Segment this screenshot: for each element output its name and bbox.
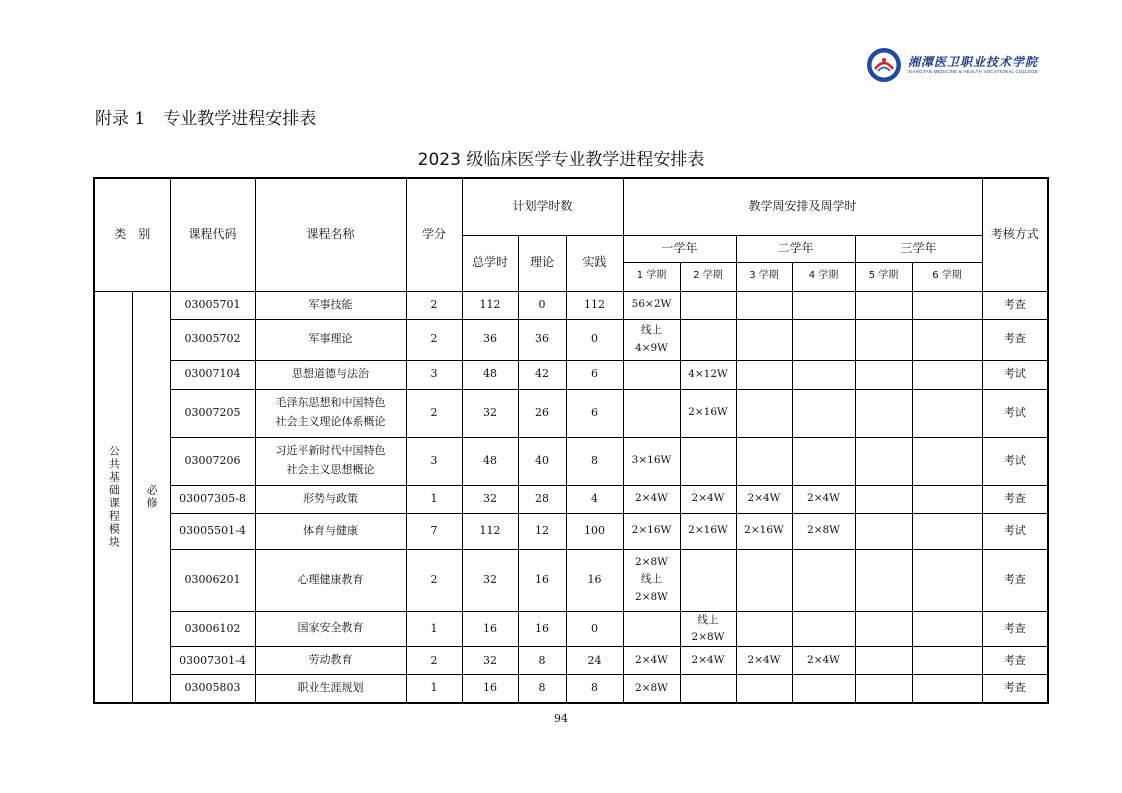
term-1-cell: 2×8W 线上 2×8W	[623, 549, 680, 611]
term-5-cell	[855, 360, 912, 389]
term-2-cell: 2×4W	[680, 485, 736, 513]
header-term-5: 5 学期	[855, 262, 912, 291]
term-4-cell	[792, 291, 855, 319]
term-6-cell	[912, 319, 982, 360]
term-1-cell: 56×2W	[623, 291, 680, 319]
course-name-cell: 职业生涯规划	[255, 675, 406, 703]
term-6-cell	[912, 437, 982, 485]
header-term-4: 4 学期	[792, 262, 855, 291]
total-hours-cell: 36	[462, 319, 518, 360]
term-5-cell	[855, 389, 912, 437]
term-3-cell: 2×16W	[736, 513, 792, 549]
credit-cell: 2	[406, 389, 462, 437]
theory-hours-cell: 28	[518, 485, 566, 513]
course-code-cell: 03006102	[170, 611, 255, 647]
course-name-cell: 劳动教育	[255, 647, 406, 675]
credit-cell: 3	[406, 437, 462, 485]
course-code-cell: 03005501-4	[170, 513, 255, 549]
header-term-2: 2 学期	[680, 262, 736, 291]
theory-hours-cell: 12	[518, 513, 566, 549]
term-1-cell: 2×4W	[623, 485, 680, 513]
schedule-table	[93, 177, 1049, 704]
term-5-cell	[855, 549, 912, 611]
course-code-cell: 03007301-4	[170, 647, 255, 675]
term-3-cell	[736, 549, 792, 611]
credit-cell: 2	[406, 549, 462, 611]
table-row	[94, 549, 1048, 611]
practice-hours-cell: 6	[566, 389, 623, 437]
practice-hours-cell: 0	[566, 319, 623, 360]
table-row	[94, 389, 1048, 437]
header-practice: 实践	[566, 235, 623, 291]
practice-hours-cell: 16	[566, 549, 623, 611]
table-row	[94, 360, 1048, 389]
header-assessment: 考核方式	[982, 178, 1048, 291]
term-6-cell	[912, 647, 982, 675]
practice-hours-cell: 24	[566, 647, 623, 675]
required-cell: 必修	[132, 291, 170, 703]
term-6-cell	[912, 513, 982, 549]
credit-cell: 2	[406, 647, 462, 675]
theory-hours-cell: 26	[518, 389, 566, 437]
term-1-cell: 2×4W	[623, 647, 680, 675]
header-term-1: 1 学期	[623, 262, 680, 291]
table-row	[94, 611, 1048, 647]
total-hours-cell: 16	[462, 675, 518, 703]
table-row	[94, 513, 1048, 549]
course-code-cell: 03005803	[170, 675, 255, 703]
course-code-cell: 03007206	[170, 437, 255, 485]
term-5-cell	[855, 611, 912, 647]
page-number: 94	[554, 712, 568, 725]
header-category: 类 别	[94, 178, 170, 291]
assessment-cell: 考查	[982, 647, 1048, 675]
term-6-cell	[912, 360, 982, 389]
credit-cell: 1	[406, 611, 462, 647]
assessment-cell: 考试	[982, 437, 1048, 485]
practice-hours-cell: 8	[566, 675, 623, 703]
header-year-3: 三学年	[855, 235, 982, 262]
assessment-cell: 考查	[982, 485, 1048, 513]
total-hours-cell: 48	[462, 360, 518, 389]
header-term-6: 6 学期	[912, 262, 982, 291]
course-name-cell: 体育与健康	[255, 513, 406, 549]
appendix-heading	[95, 104, 316, 129]
term-3-cell	[736, 360, 792, 389]
course-code-cell: 03007104	[170, 360, 255, 389]
term-1-cell	[623, 360, 680, 389]
college-name-cn: 湘潭医卫职业技术学院	[908, 54, 1039, 69]
term-5-cell	[855, 291, 912, 319]
term-4-cell	[792, 437, 855, 485]
term-1-cell: 3×16W	[623, 437, 680, 485]
header-weekly-schedule: 教学周安排及周学时	[623, 178, 982, 235]
theory-hours-cell: 8	[518, 647, 566, 675]
course-name-cell: 心理健康教育	[255, 549, 406, 611]
practice-hours-cell: 8	[566, 437, 623, 485]
total-hours-cell: 112	[462, 513, 518, 549]
total-hours-cell: 48	[462, 437, 518, 485]
term-6-cell	[912, 675, 982, 703]
term-1-cell	[623, 611, 680, 647]
term-4-cell	[792, 675, 855, 703]
table-row	[94, 437, 1048, 485]
college-emblem-icon	[866, 47, 902, 83]
total-hours-cell: 16	[462, 611, 518, 647]
total-hours-cell: 32	[462, 389, 518, 437]
term-3-cell	[736, 437, 792, 485]
document-title: 2023 级临床医学专业教学进程安排表	[417, 150, 705, 170]
header-course-name: 课程名称	[255, 178, 406, 291]
header-theory: 理论	[518, 235, 566, 291]
term-4-cell: 2×4W	[792, 485, 855, 513]
term-6-cell	[912, 549, 982, 611]
assessment-cell: 考查	[982, 675, 1048, 703]
assessment-cell: 考查	[982, 611, 1048, 647]
assessment-cell: 考查	[982, 549, 1048, 611]
appendix-label: 附录 1	[95, 109, 146, 129]
course-code-cell: 03007205	[170, 389, 255, 437]
term-3-cell: 2×4W	[736, 485, 792, 513]
college-name-en: XIANGTAN MEDICINE & HEALTH VOCATIONAL COLLEGE	[908, 68, 1039, 74]
term-1-cell: 线上 4×9W	[623, 319, 680, 360]
term-6-cell	[912, 485, 982, 513]
credit-cell: 3	[406, 360, 462, 389]
term-5-cell	[855, 513, 912, 549]
term-2-cell	[680, 291, 736, 319]
term-4-cell: 2×4W	[792, 647, 855, 675]
credit-cell: 1	[406, 485, 462, 513]
term-5-cell	[855, 647, 912, 675]
header-total-hours: 总学时	[462, 235, 518, 291]
term-1-cell	[623, 389, 680, 437]
total-hours-cell: 112	[462, 291, 518, 319]
term-6-cell	[912, 389, 982, 437]
term-6-cell	[912, 611, 982, 647]
assessment-cell: 考试	[982, 389, 1048, 437]
term-1-cell: 2×16W	[623, 513, 680, 549]
term-4-cell	[792, 389, 855, 437]
term-3-cell	[736, 389, 792, 437]
practice-hours-cell: 6	[566, 360, 623, 389]
term-1-cell: 2×8W	[623, 675, 680, 703]
theory-hours-cell: 8	[518, 675, 566, 703]
module-cell: 公共基础课程模块	[94, 291, 132, 703]
practice-hours-cell: 100	[566, 513, 623, 549]
table-row	[94, 291, 1048, 319]
table-row	[94, 485, 1048, 513]
theory-hours-cell: 16	[518, 611, 566, 647]
course-name-cell: 习近平新时代中国特色 社会主义思想概论	[255, 437, 406, 485]
term-2-cell: 2×16W	[680, 389, 736, 437]
practice-hours-cell: 4	[566, 485, 623, 513]
theory-hours-cell: 16	[518, 549, 566, 611]
theory-hours-cell: 0	[518, 291, 566, 319]
assessment-cell: 考查	[982, 291, 1048, 319]
table-row	[94, 647, 1048, 675]
term-4-cell	[792, 549, 855, 611]
term-2-cell: 2×16W	[680, 513, 736, 549]
term-2-cell	[680, 675, 736, 703]
header-credit: 学分	[406, 178, 462, 291]
term-3-cell	[736, 611, 792, 647]
course-name-cell: 思想道德与法治	[255, 360, 406, 389]
credit-cell: 1	[406, 675, 462, 703]
total-hours-cell: 32	[462, 647, 518, 675]
term-2-cell: 2×4W	[680, 647, 736, 675]
practice-hours-cell: 0	[566, 611, 623, 647]
total-hours-cell: 32	[462, 549, 518, 611]
term-2-cell: 4×12W	[680, 360, 736, 389]
course-code-cell: 03005701	[170, 291, 255, 319]
practice-hours-cell: 112	[566, 291, 623, 319]
term-3-cell	[736, 675, 792, 703]
credit-cell: 2	[406, 319, 462, 360]
theory-hours-cell: 36	[518, 319, 566, 360]
table-row	[94, 319, 1048, 360]
term-3-cell	[736, 291, 792, 319]
course-code-cell: 03006201	[170, 549, 255, 611]
course-name-cell: 形势与政策	[255, 485, 406, 513]
header-course-code: 课程代码	[170, 178, 255, 291]
term-3-cell	[736, 319, 792, 360]
header-term-3: 3 学期	[736, 262, 792, 291]
header-year-2: 二学年	[736, 235, 855, 262]
term-5-cell	[855, 675, 912, 703]
course-name-cell: 国家安全教育	[255, 611, 406, 647]
course-code-cell: 03005702	[170, 319, 255, 360]
college-logo	[866, 47, 1038, 83]
header-planned-hours: 计划学时数	[462, 178, 623, 235]
term-2-cell: 线上 2×8W	[680, 611, 736, 647]
term-5-cell	[855, 319, 912, 360]
credit-cell: 7	[406, 513, 462, 549]
assessment-cell: 考查	[982, 319, 1048, 360]
term-5-cell	[855, 485, 912, 513]
course-name-cell: 军事理论	[255, 319, 406, 360]
term-4-cell: 2×8W	[792, 513, 855, 549]
header-year-1: 一学年	[623, 235, 736, 262]
term-2-cell	[680, 319, 736, 360]
term-4-cell	[792, 611, 855, 647]
appendix-title: 专业教学进程安排表	[163, 109, 317, 129]
term-3-cell: 2×4W	[736, 647, 792, 675]
assessment-cell: 考试	[982, 513, 1048, 549]
term-4-cell	[792, 360, 855, 389]
term-4-cell	[792, 319, 855, 360]
term-5-cell	[855, 437, 912, 485]
term-2-cell	[680, 549, 736, 611]
course-code-cell: 03007305-8	[170, 485, 255, 513]
term-6-cell	[912, 291, 982, 319]
total-hours-cell: 32	[462, 485, 518, 513]
theory-hours-cell: 40	[518, 437, 566, 485]
term-2-cell	[680, 437, 736, 485]
credit-cell: 2	[406, 291, 462, 319]
course-name-cell: 毛泽东思想和中国特色 社会主义理论体系概论	[255, 389, 406, 437]
course-name-cell: 军事技能	[255, 291, 406, 319]
theory-hours-cell: 42	[518, 360, 566, 389]
table-row	[94, 675, 1048, 703]
assessment-cell: 考试	[982, 360, 1048, 389]
